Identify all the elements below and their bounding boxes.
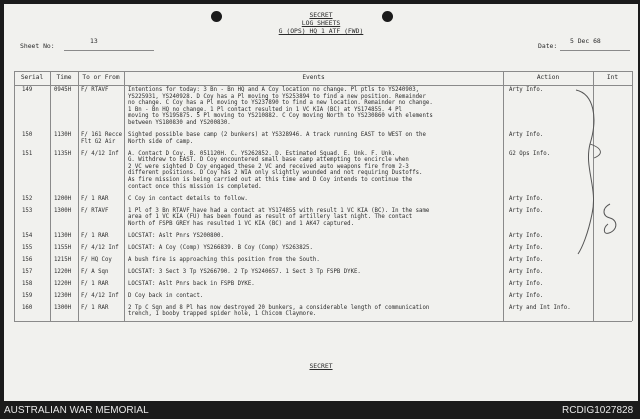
column-divider <box>124 71 125 321</box>
time-cell: 1220H <box>54 268 72 275</box>
column-divider <box>78 71 79 321</box>
action-cell: Arty Info. <box>509 195 544 202</box>
action-cell: Arty Info. <box>509 256 544 263</box>
date-value: 5 Dec 68 <box>570 37 601 45</box>
event-text-line: D Coy back in contact. <box>128 292 204 299</box>
action-cell: Arty Info. <box>509 268 544 275</box>
date-label: Date: <box>538 42 558 50</box>
column-divider <box>503 71 504 321</box>
classification-bottom: SECRET <box>309 362 333 370</box>
to-from-cell: F/ A Sqn <box>81 268 109 275</box>
unit-name: G (OPS) HQ 1 ATF (FWD) <box>278 27 364 35</box>
table-header-border <box>14 85 632 86</box>
action-cell: Arty and Int Info. <box>509 304 571 311</box>
event-text-line: A bush fire is approaching this position from the South. <box>128 256 320 263</box>
time-cell: 1130H <box>54 132 72 138</box>
serial-cell: 155 <box>22 244 33 251</box>
sheet-number-value: 13 <box>90 37 98 45</box>
event-text-line: 2 VC were sighted D Coy engaged these 2 VC and received auto weapons fire from 2-3 <box>128 163 409 170</box>
serial-cell: 157 <box>22 268 33 275</box>
time-cell: 1215H <box>54 256 72 263</box>
action-cell: Arty Info. <box>509 232 544 239</box>
action-cell: Arty Info. <box>509 132 544 138</box>
serial-cell: 151 <box>22 150 33 157</box>
event-text-line: different positions. D Coy has 2 WIA only slightly wounded and not requiring Dustoffs. <box>128 170 423 177</box>
event-text-line: YS225931, YS240928. D Coy has a Pl moving to YS253894 to find a new position. Remainder <box>128 93 426 100</box>
event-text-line: LOCSTAT: 3 Sect 3 Tp YS266790. 2 Tp YS240657. 1 Sect 3 Tp FSPB DYKE. <box>128 268 361 275</box>
serial-cell: 150 <box>22 132 33 138</box>
column-header-int: Int <box>606 74 619 81</box>
column-divider <box>14 71 15 321</box>
sheet-number-label: Sheet No: <box>20 42 55 50</box>
to-from-cell: F/ RTAVF <box>81 207 109 214</box>
column-divider <box>50 71 51 321</box>
time-cell: 0945H <box>54 87 72 93</box>
serial-cell: 154 <box>22 232 33 239</box>
to-from-cell: F/ 4/12 Inf <box>81 292 119 299</box>
time-cell: 1300H <box>54 304 72 311</box>
serial-cell: 149 <box>22 87 33 93</box>
action-cell: Arty Info. <box>509 207 544 214</box>
date-underline <box>560 50 630 51</box>
time-cell: 1135H <box>54 150 72 157</box>
to-from-cell: F/ 4/12 Inf <box>81 150 119 157</box>
action-cell: Arty Info. <box>509 87 544 93</box>
serial-cell: 159 <box>22 292 33 299</box>
serial-cell: 160 <box>22 304 33 311</box>
event-text-line: moving to YS195875. 5 Pl moving to YS210882. C Coy moving North to YS230860 with elements <box>128 113 433 120</box>
serial-cell: 156 <box>22 256 33 263</box>
time-cell: 1155H <box>54 244 72 251</box>
event-text-line: Intentions for today: 3 Bn - Bn HQ and A Coy location no change. Pl ptls to YS240903, <box>128 87 420 93</box>
serial-cell: 152 <box>22 195 33 202</box>
event-text-line: 1 Pl of 3 Bn RTAVF have had a contact at YS174855 with result 1 VC KIA (BC). In the same <box>128 207 430 214</box>
event-text-line: 2 Tp C Sqn and 8 Pl has now destroyed 20 bunkers, a considerable length of communication <box>128 304 430 311</box>
time-cell: 1220H <box>54 280 72 287</box>
event-text-line: area of 1 VC KIA (FU) has been found as result of artillery last night. The contact <box>128 214 413 221</box>
event-text-line: G. Withdrew to EAST. D Coy encountered small base camp attempting to encircle when <box>128 157 409 164</box>
event-text-line: Sighted possible base camp (2 bunkers) at YS328946. A track running EAST to WEST on the <box>128 132 426 138</box>
to-from-cell: F/ 161 Recce <box>81 132 123 138</box>
event-text-line: LOCSTAT: Aslt Pnrs back in FSPB DYKE. <box>128 280 255 287</box>
column-divider <box>632 71 633 321</box>
time-cell: 1230H <box>54 292 72 299</box>
column-header-events: Events <box>302 74 325 81</box>
serial-cell: 153 <box>22 207 33 214</box>
log-sheet-page <box>4 4 638 401</box>
action-cell: Arty Info. <box>509 280 544 287</box>
event-text-line: C Coy in contact details to follow. <box>128 195 248 202</box>
event-text-line: LOCSTAT: A Coy (Comp) YS266839. B Coy (Comp) YS263825. <box>128 244 313 251</box>
pencil-mark-annotation <box>600 202 620 236</box>
event-text-line: A. Contact D Coy. B. 051120H. C. YS262852. D. Estimated Squad. E. Unk. F. Unk. <box>128 150 396 157</box>
sheet-number-underline <box>64 50 154 51</box>
table-bottom-border <box>14 321 632 322</box>
event-text-line: North side of camp. <box>128 138 194 145</box>
table-top-border <box>14 71 632 72</box>
column-header-time: Time <box>56 74 72 81</box>
action-cell: Arty Info. <box>509 292 544 299</box>
to-from-cell: Flt G2 Air <box>81 138 116 145</box>
time-cell: 1200H <box>54 195 72 202</box>
action-cell: G2 Ops Info. <box>509 150 551 157</box>
document-reference: RCDIG1027828 <box>562 405 634 416</box>
classification-top: SECRET <box>309 11 333 19</box>
event-text-line: North of FSPB GREY has resulted 1 VC KIA (BC) and 1 AK47 captured. <box>128 220 354 227</box>
to-from-cell: F/ 1 RAR <box>81 280 109 287</box>
to-from-cell: F/ HQ Coy <box>81 256 112 263</box>
event-text-line: 1 Bn - Bn HQ no change. 1 Pl contact resulted in 1 VC KIA (BC) at YS174855. 4 Pl <box>128 106 402 113</box>
to-from-cell: F/ 1 RAR <box>81 304 109 311</box>
document-title: LOG SHEETS <box>301 19 341 27</box>
event-text-line: no change. C Coy has a Pl moving to YS237890 to find a new location. Remainder no change. <box>128 100 433 107</box>
to-from-cell: F/ 1 RAR <box>81 232 109 239</box>
column-header-to-or-from: To or From <box>82 74 120 81</box>
to-from-cell: F/ 1 RAR <box>81 195 109 202</box>
to-from-cell: F/ 4/12 Inf <box>81 244 119 251</box>
to-from-cell: F/ RTAVF <box>81 87 109 93</box>
event-text-line: trench, 1 booby trapped spider hole, 1 Chicom Claymore. <box>128 311 317 318</box>
event-text-line: contact once this mission is completed. <box>128 183 262 190</box>
event-text-line: As fire mission is being carried out at this time and D Coy intends to continue the <box>128 177 413 183</box>
time-cell: 1130H <box>54 232 72 239</box>
column-header-action: Action <box>536 74 560 81</box>
event-text-line: between YS180830 and YS200830. <box>128 120 231 126</box>
archive-name: AUSTRALIAN WAR MEMORIAL <box>4 405 149 416</box>
action-cell: Arty Info. <box>509 244 544 251</box>
time-cell: 1300H <box>54 207 72 214</box>
event-text-line: LOCSTAT: Aslt Pnrs YS200800. <box>128 232 224 239</box>
column-header-serial: Serial <box>20 74 44 81</box>
serial-cell: 158 <box>22 280 33 287</box>
